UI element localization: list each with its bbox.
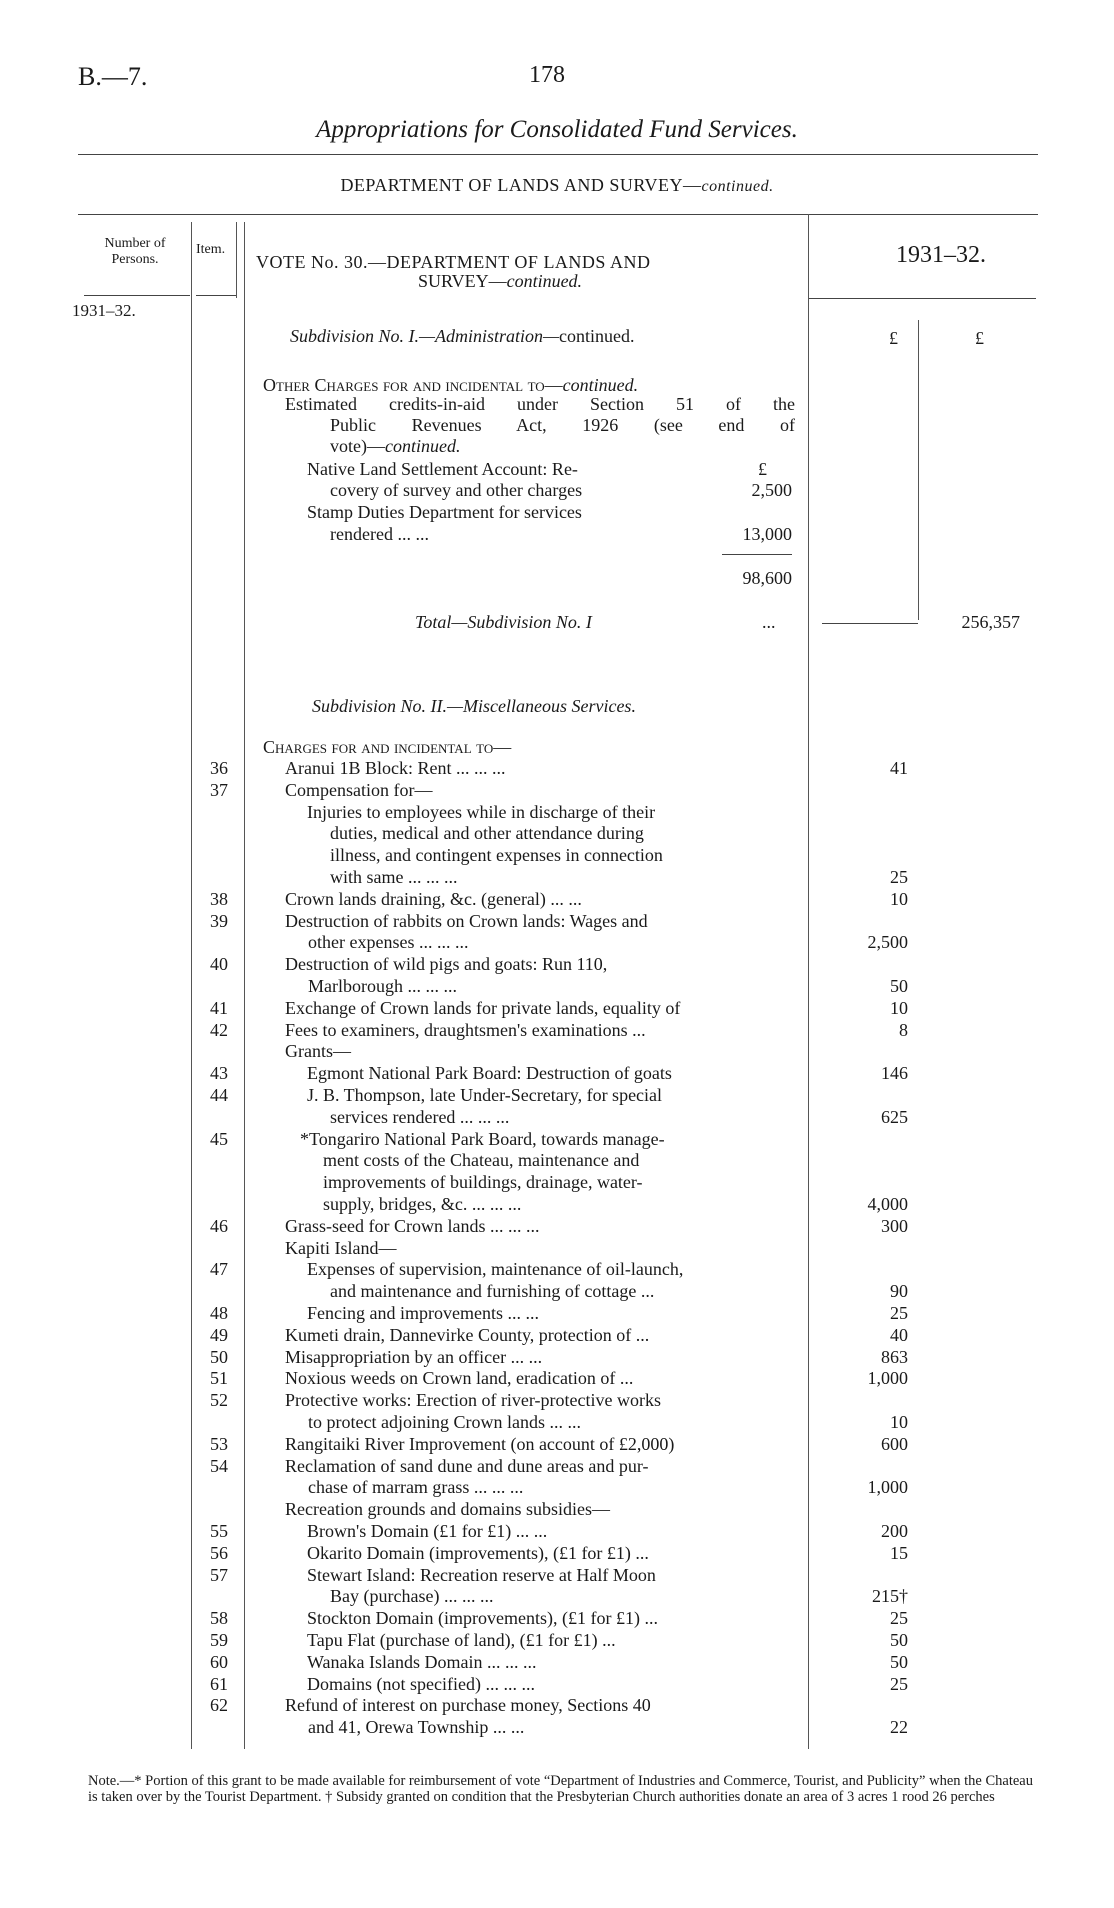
item-description-line: Injuries to employees while in discharge of their	[307, 801, 656, 822]
item-amount: 90	[890, 1281, 908, 1302]
item-description-line: Fencing and improvements ... ...	[307, 1303, 539, 1323]
item-column-rule	[244, 222, 245, 1749]
department-heading	[0, 175, 1114, 196]
item-description-line: Stockton Domain (improvements), (£1 for £1) ...	[307, 1608, 658, 1629]
item-description-line: Stewart Island: Recreation reserve at Half Moon	[307, 1564, 656, 1585]
item-description-line: Misappropriation by an officer ... ...	[285, 1346, 543, 1367]
item-description-line: Tapu Flat (purchase of land), (£1 for £1) ...	[307, 1630, 616, 1650]
item-description-line: duties, medical and other attendance during	[330, 823, 644, 844]
item-number: 56	[210, 1542, 228, 1563]
page-identifier: B.—7.	[78, 62, 148, 91]
department-continued: continued.	[701, 178, 774, 195]
item-description-line: and 41, Orewa Township ... ...	[308, 1717, 525, 1738]
item-number: 36	[210, 758, 228, 778]
item-amount: 1,000	[867, 1368, 908, 1389]
item-description-line: Okarito Domain (improvements), (£1 for £1) ...	[307, 1542, 649, 1563]
item-amount: 15	[890, 1542, 908, 1563]
item-description-line: chase of marram grass ... ... ...	[308, 1477, 524, 1498]
footnote: Note.—* Portion of this grant to be made available for reimbursement of vote “Department of Industries and Commerce, Tourist, and Publicity” when the Chateau is taken over by the Tourist Department. † Subsidy granted on condition that the Presbyterian Church authorities donate an area of 3 acres 1 rood 26 perches	[88, 1773, 1033, 1805]
amount-header-rule	[808, 298, 1036, 299]
item-description-line: Fees to examiners, draughtsmen's examinations ...	[285, 1019, 646, 1040]
other-charges-label: Other Charges for and incidental to—	[263, 375, 563, 395]
department-main: DEPARTMENT OF LANDS AND SURVEY—	[340, 175, 702, 195]
item-amount: 600	[881, 1433, 908, 1454]
item-number: 57	[210, 1564, 228, 1585]
item-number: 55	[210, 1521, 228, 1541]
item-description-line: Compensation for—	[285, 779, 433, 800]
estimated-credits-line2: Public Revenues Act, 1926 (see end of	[330, 415, 795, 435]
subdivision-one-heading	[290, 326, 635, 347]
native-land-pound: £	[758, 459, 767, 479]
amount-column-rule	[808, 214, 809, 1749]
item-description-line: Crown lands draining, &c. (general) ... ...	[285, 888, 582, 909]
item-description-line: J. B. Thompson, late Under-Secretary, for special	[307, 1085, 663, 1105]
item-number: 43	[210, 1063, 228, 1084]
year-left-label: 1931–32.	[72, 301, 136, 320]
item-amount: 25	[890, 867, 908, 887]
item-description-line: Aranui 1B Block: Rent ... ... ...	[285, 758, 506, 778]
item-number: 38	[210, 888, 228, 909]
item-description-line: Brown's Domain (£1 for £1) ... ...	[307, 1521, 548, 1541]
persons-header-rule	[84, 295, 190, 296]
item-description-line: services rendered ... ... ...	[330, 1106, 510, 1127]
subdivision-one-title: Subdivision No. I.—Administration—	[290, 326, 560, 346]
estimated-credits-line1: Estimated credits-in-aid under Section 51 of the	[285, 394, 795, 414]
subdivision-one-total-amount: 256,357	[961, 612, 1020, 632]
item-number: 39	[210, 910, 228, 931]
item-description-line: Destruction of wild pigs and goats: Run 110,	[285, 954, 608, 975]
item-description-line: Rangitaiki River Improvement (on account of £2,000)	[285, 1433, 675, 1454]
subdivision-two-heading: Subdivision No. II.—Miscellaneous Services.	[312, 696, 636, 716]
year-right-label: 1931–32.	[896, 242, 986, 268]
total-dash-rule	[822, 623, 918, 624]
native-land-line1: Native Land Settlement Account: Re-	[307, 459, 578, 479]
item-amount: 25	[890, 1608, 908, 1629]
title-rule	[78, 154, 1038, 155]
vote-heading-line2	[418, 271, 582, 292]
persons-column-rule	[191, 222, 192, 1749]
item-description-line: *Tongariro National Park Board, towards manage-	[300, 1128, 665, 1149]
table-top-rule	[78, 214, 1038, 215]
item-description-line: Noxious weeds on Crown land, eradication of ...	[285, 1368, 634, 1389]
item-amount: 25	[890, 1303, 908, 1323]
item-amount: 8	[899, 1019, 908, 1040]
item-number: 52	[210, 1390, 228, 1411]
vote-heading-continued: continued.	[506, 271, 583, 291]
item-number: 51	[210, 1368, 228, 1389]
item-number: 44	[210, 1085, 228, 1105]
credits-subtotal-rule	[722, 554, 792, 555]
number-of-persons-header: Number of Persons.	[104, 236, 166, 267]
item-amount: 50	[890, 1651, 908, 1672]
item-description-line: and maintenance and furnishing of cottage ...	[330, 1281, 655, 1302]
item-amount: 41	[890, 758, 908, 778]
item-description-line: Destruction of rabbits on Crown lands: Wages and	[285, 910, 648, 931]
item-number: 48	[210, 1303, 228, 1323]
item-description-line: Marlborough ... ... ...	[308, 976, 457, 996]
item-amount: 215†	[872, 1586, 908, 1607]
item-description-line: Wanaka Islands Domain ... ... ...	[307, 1651, 537, 1672]
item-description-line: improvements of buildings, drainage, water-	[323, 1172, 643, 1193]
item-amount: 50	[890, 976, 908, 996]
subdivision-one-total-dots: ...	[762, 612, 776, 632]
item-description-line: Reclamation of sand dune and dune areas and pur-	[285, 1455, 649, 1476]
item-number: 47	[210, 1259, 228, 1280]
vote-heading-survey: SURVEY—	[418, 271, 507, 291]
vote-heading-line1: VOTE No. 30.—DEPARTMENT OF LANDS AND	[256, 252, 651, 272]
item-description-line: Expenses of supervision, maintenance of oil-launch,	[307, 1259, 684, 1280]
item-header-rule	[196, 295, 236, 296]
estimated-credits-vote: vote)—	[330, 436, 385, 456]
item-description-line: Kumeti drain, Dannevirke County, protection of ...	[285, 1324, 650, 1345]
item-amount: 863	[881, 1346, 908, 1367]
stamp-duties-line1: Stamp Duties Department for services	[307, 502, 582, 522]
item-amount: 625	[881, 1106, 908, 1127]
subdivision-one-continued: continued.	[559, 326, 635, 346]
item-amount: 146	[881, 1063, 908, 1084]
item-description-line: Protective works: Erection of river-protective works	[285, 1390, 662, 1411]
item-number: 58	[210, 1608, 228, 1629]
item-number: 41	[210, 997, 228, 1018]
item-column-rule-top	[236, 222, 237, 298]
item-amount: 300	[881, 1215, 908, 1236]
credits-total-amount: 98,600	[742, 568, 792, 588]
subdivision-one-total-label: Total—Subdivision No. I	[415, 612, 592, 632]
total-column-rule	[918, 320, 919, 620]
page-title: Appropriations for Consolidated Fund Services.	[316, 116, 798, 143]
item-number: 42	[210, 1019, 228, 1040]
item-amount: 2,500	[867, 932, 908, 953]
item-description-line: Recreation grounds and domains subsidies—	[285, 1499, 610, 1520]
item-number: 53	[210, 1433, 228, 1454]
stamp-duties-line2: rendered ... ...	[330, 524, 429, 544]
item-amount: 40	[890, 1324, 908, 1345]
stamp-duties-amount: 13,000	[742, 524, 792, 544]
estimated-credits-continued: continued.	[384, 436, 461, 456]
item-description-line: Domains (not specified) ... ... ...	[307, 1673, 535, 1694]
item-description-line: ment costs of the Chateau, maintenance and	[323, 1150, 640, 1171]
other-charges-continued: continued.	[562, 375, 639, 395]
item-amount: 1,000	[867, 1477, 908, 1498]
item-amount: 22	[890, 1717, 908, 1738]
pound-column-2: £	[975, 328, 984, 348]
native-land-amount: 2,500	[751, 480, 792, 500]
page-number: 178	[529, 62, 565, 88]
item-description-line: Exchange of Crown lands for private lands, equality of	[285, 997, 681, 1018]
item-description-line: supply, bridges, &c. ... ... ...	[323, 1194, 522, 1214]
item-description-line: Bay (purchase) ... ... ...	[330, 1586, 494, 1607]
item-amount: 200	[881, 1521, 908, 1541]
native-land-line2: covery of survey and other charges	[330, 480, 583, 500]
item-number: 37	[210, 779, 228, 800]
item-amount: 25	[890, 1673, 908, 1694]
item-amount: 50	[890, 1630, 908, 1650]
item-number: 46	[210, 1215, 228, 1236]
item-amount: 4,000	[867, 1194, 908, 1214]
item-number: 50	[210, 1346, 228, 1367]
item-number: 40	[210, 954, 228, 975]
item-amount: 10	[890, 1412, 908, 1432]
item-description-line: with same ... ... ...	[330, 867, 458, 887]
item-number: 54	[210, 1455, 228, 1476]
item-header: Item.	[196, 242, 226, 257]
item-number: 59	[210, 1630, 228, 1650]
item-description-line: Grants—	[285, 1041, 351, 1062]
item-description-line: other expenses ... ... ...	[308, 932, 469, 953]
item-number: 45	[210, 1128, 228, 1149]
item-description-line: illness, and contingent expenses in connection	[330, 845, 663, 866]
pound-column-1: £	[889, 328, 898, 348]
item-description-line: to protect adjoining Crown lands ... ...	[308, 1412, 581, 1432]
item-number: 62	[210, 1695, 228, 1716]
item-amount: 10	[890, 888, 908, 909]
item-description-line: Grass-seed for Crown lands ... ... ...	[285, 1215, 540, 1236]
charges-heading: Charges for and incidental to—	[263, 737, 512, 757]
item-number: 61	[210, 1673, 228, 1694]
item-number: 60	[210, 1651, 228, 1672]
estimated-credits-line3	[330, 436, 460, 458]
item-amount: 10	[890, 997, 908, 1018]
item-number: 49	[210, 1324, 228, 1345]
item-description-line: Kapiti Island—	[285, 1237, 397, 1258]
item-description-line: Egmont National Park Board: Destruction of goats	[307, 1063, 672, 1084]
item-description-line: Refund of interest on purchase money, Sections 40	[285, 1695, 651, 1716]
